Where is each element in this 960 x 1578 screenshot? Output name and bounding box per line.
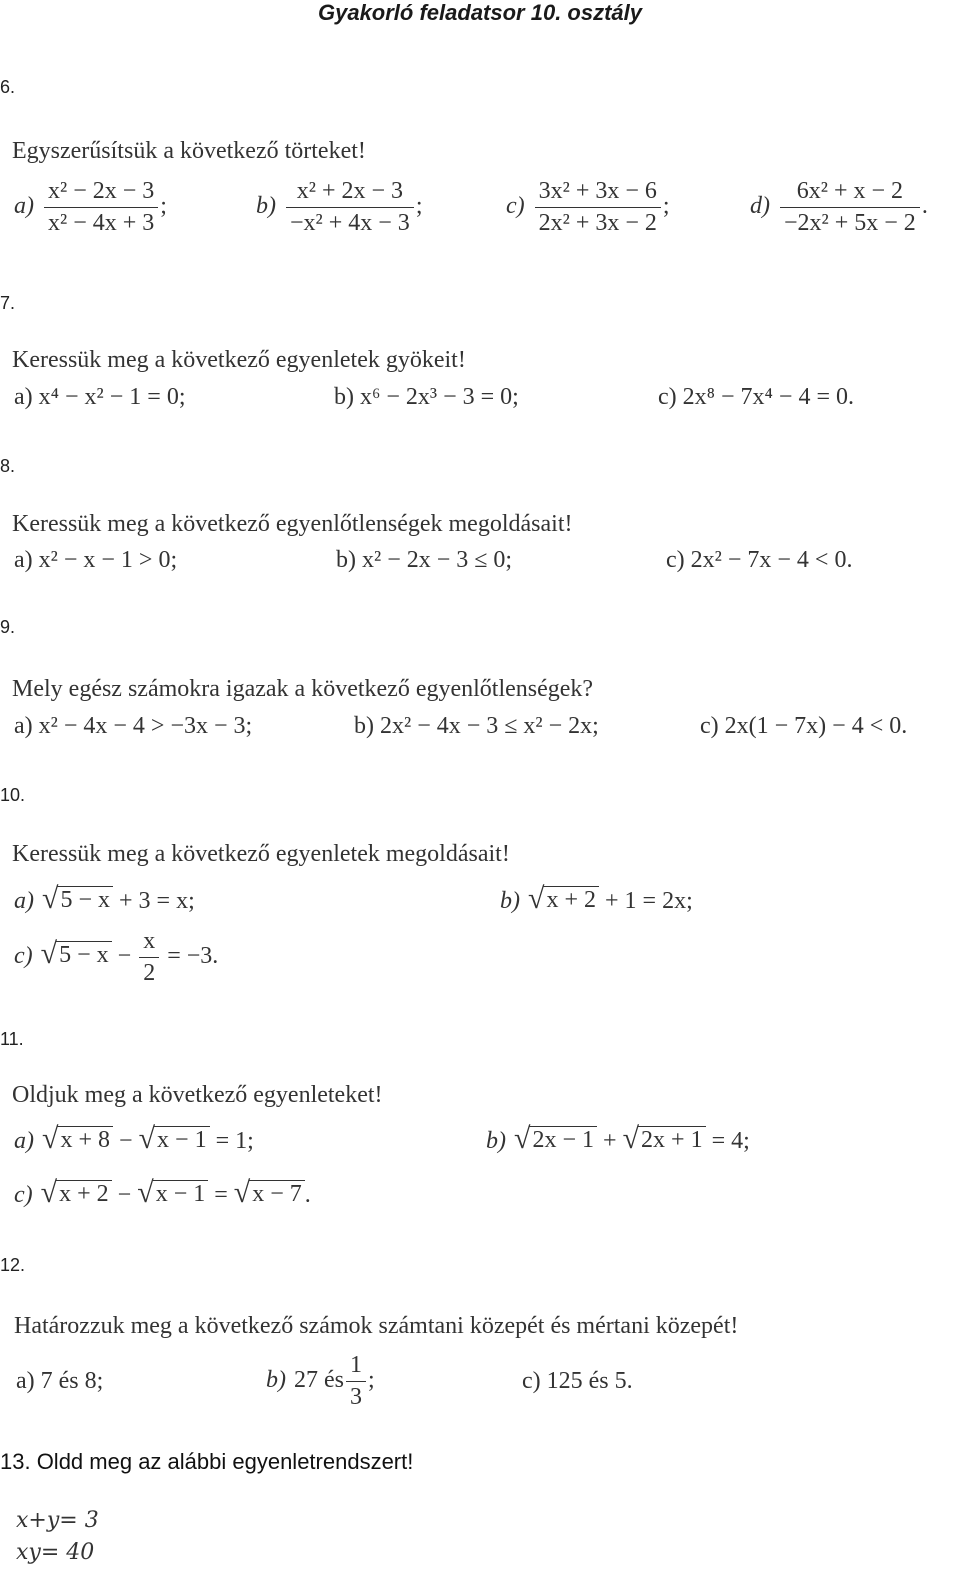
- item-c: c) 125 és 5.: [522, 1368, 633, 1394]
- equation-c: c) 2x⁸ − 7x⁴ − 4 = 0.: [658, 384, 854, 410]
- equation-b: b) √ x + 2 + 1 = 2x;: [500, 882, 693, 915]
- equation-a: a) √ 5 − x + 3 = x;: [14, 882, 195, 915]
- sqrt: √ x + 2: [41, 1178, 112, 1208]
- fraction-b: b) $\frac{\text{x² + 2x − 3}}{\text{−x² + 4x − 3}}$ ;: [256, 178, 423, 236]
- sqrt: √ x − 7: [234, 1178, 305, 1208]
- problem-instruction: Oldjuk meg a következő egyenleteket!: [12, 1082, 383, 1108]
- inequality-b: b) x² − 2x − 3 ≤ 0;: [336, 547, 513, 573]
- fraction-c: c) $\frac{\text{3x² + 3x − 6}}{\text{2x² + 3x − 2}}$ ;: [506, 178, 670, 236]
- problem-number: 6.: [0, 77, 16, 97]
- inequality-a: a) x² − x − 1 > 0;: [14, 547, 178, 573]
- problem-number: 10.: [0, 785, 26, 805]
- problem-number: 12.: [0, 1255, 26, 1275]
- sqrt: √ x − 1: [137, 1178, 208, 1208]
- sqrt: √ 2x + 1: [623, 1124, 706, 1154]
- problem-instruction: Keressük meg a következő egyenletek gyökeit!: [12, 347, 466, 373]
- problem-number: 7.: [0, 293, 16, 313]
- problem-number: 11.: [0, 1029, 24, 1049]
- inequality-c: c) 2x(1 − 7x) − 4 < 0.: [700, 713, 908, 739]
- page-title: Gyakorló feladatsor 10. osztály: [317, 0, 643, 25]
- item-b: b) 27 és $\frac{1}{3}$ ;: [266, 1352, 375, 1410]
- equation-a: a) x⁴ − x² − 1 = 0;: [14, 384, 186, 410]
- sqrt: √ x − 1: [139, 1124, 210, 1154]
- equation-c: c) √ x + 2 − √ x − 1 = √ x − 7 .: [14, 1176, 311, 1209]
- inequality-c: c) 2x² − 7x − 4 < 0.: [666, 547, 853, 573]
- fraction-d: d) $\frac{\text{6x² + x − 2}}{\text{−2x² + 5x − 2}}$ .: [750, 178, 928, 236]
- problem-number: 9.: [0, 617, 16, 637]
- problem-number: 8.: [0, 456, 16, 476]
- equation-b: b) x⁶ − 2x³ − 3 = 0;: [334, 384, 519, 410]
- problem-13-instruction: 13. Oldd meg az alábbi egyenletrendszert!: [0, 1449, 414, 1474]
- sqrt: √ 5 − x: [42, 884, 113, 914]
- problem-instruction: Keressük meg a következő egyenlőtlenségek megoldásait!: [12, 511, 573, 537]
- problem-instruction: Egyszerűsítsük a következő törteket!: [12, 138, 366, 164]
- sqrt: √ 2x − 1: [514, 1124, 597, 1154]
- sqrt: √ x + 8: [42, 1124, 113, 1154]
- equation-b: b) √ 2x − 1 + √ 2x + 1 = 4;: [486, 1122, 750, 1155]
- equation-c: c) √ 5 − x − $\frac{x}{2}$ = −3.: [14, 928, 219, 986]
- equation-a: a) √ x + 8 − √ x − 1 = 1;: [14, 1122, 254, 1155]
- system-equation-2: xy= 40: [16, 1540, 95, 1565]
- sqrt: √ x + 2: [528, 884, 599, 914]
- system-equation-1: x+y= 3: [16, 1508, 99, 1533]
- inequality-a: a) x² − 4x − 4 > −3x − 3;: [14, 713, 253, 739]
- item-a: a) 7 és 8;: [16, 1368, 104, 1394]
- problem-instruction: Keressük meg a következő egyenletek megoldásait!: [12, 841, 510, 867]
- problem-instruction: Határozzuk meg a következő számok számtani közepét és mértani közepét!: [14, 1313, 739, 1339]
- fraction-a: a) $\frac{\text{x² − 2x − 3}}{\text{x² − 4x + 3}}$ ;: [14, 178, 167, 236]
- problem-instruction: Mely egész számokra igazak a következő egyenlőtlenségek?: [12, 676, 594, 702]
- inequality-b: b) 2x² − 4x − 3 ≤ x² − 2x;: [354, 713, 599, 739]
- sqrt: √ 5 − x: [41, 939, 112, 969]
